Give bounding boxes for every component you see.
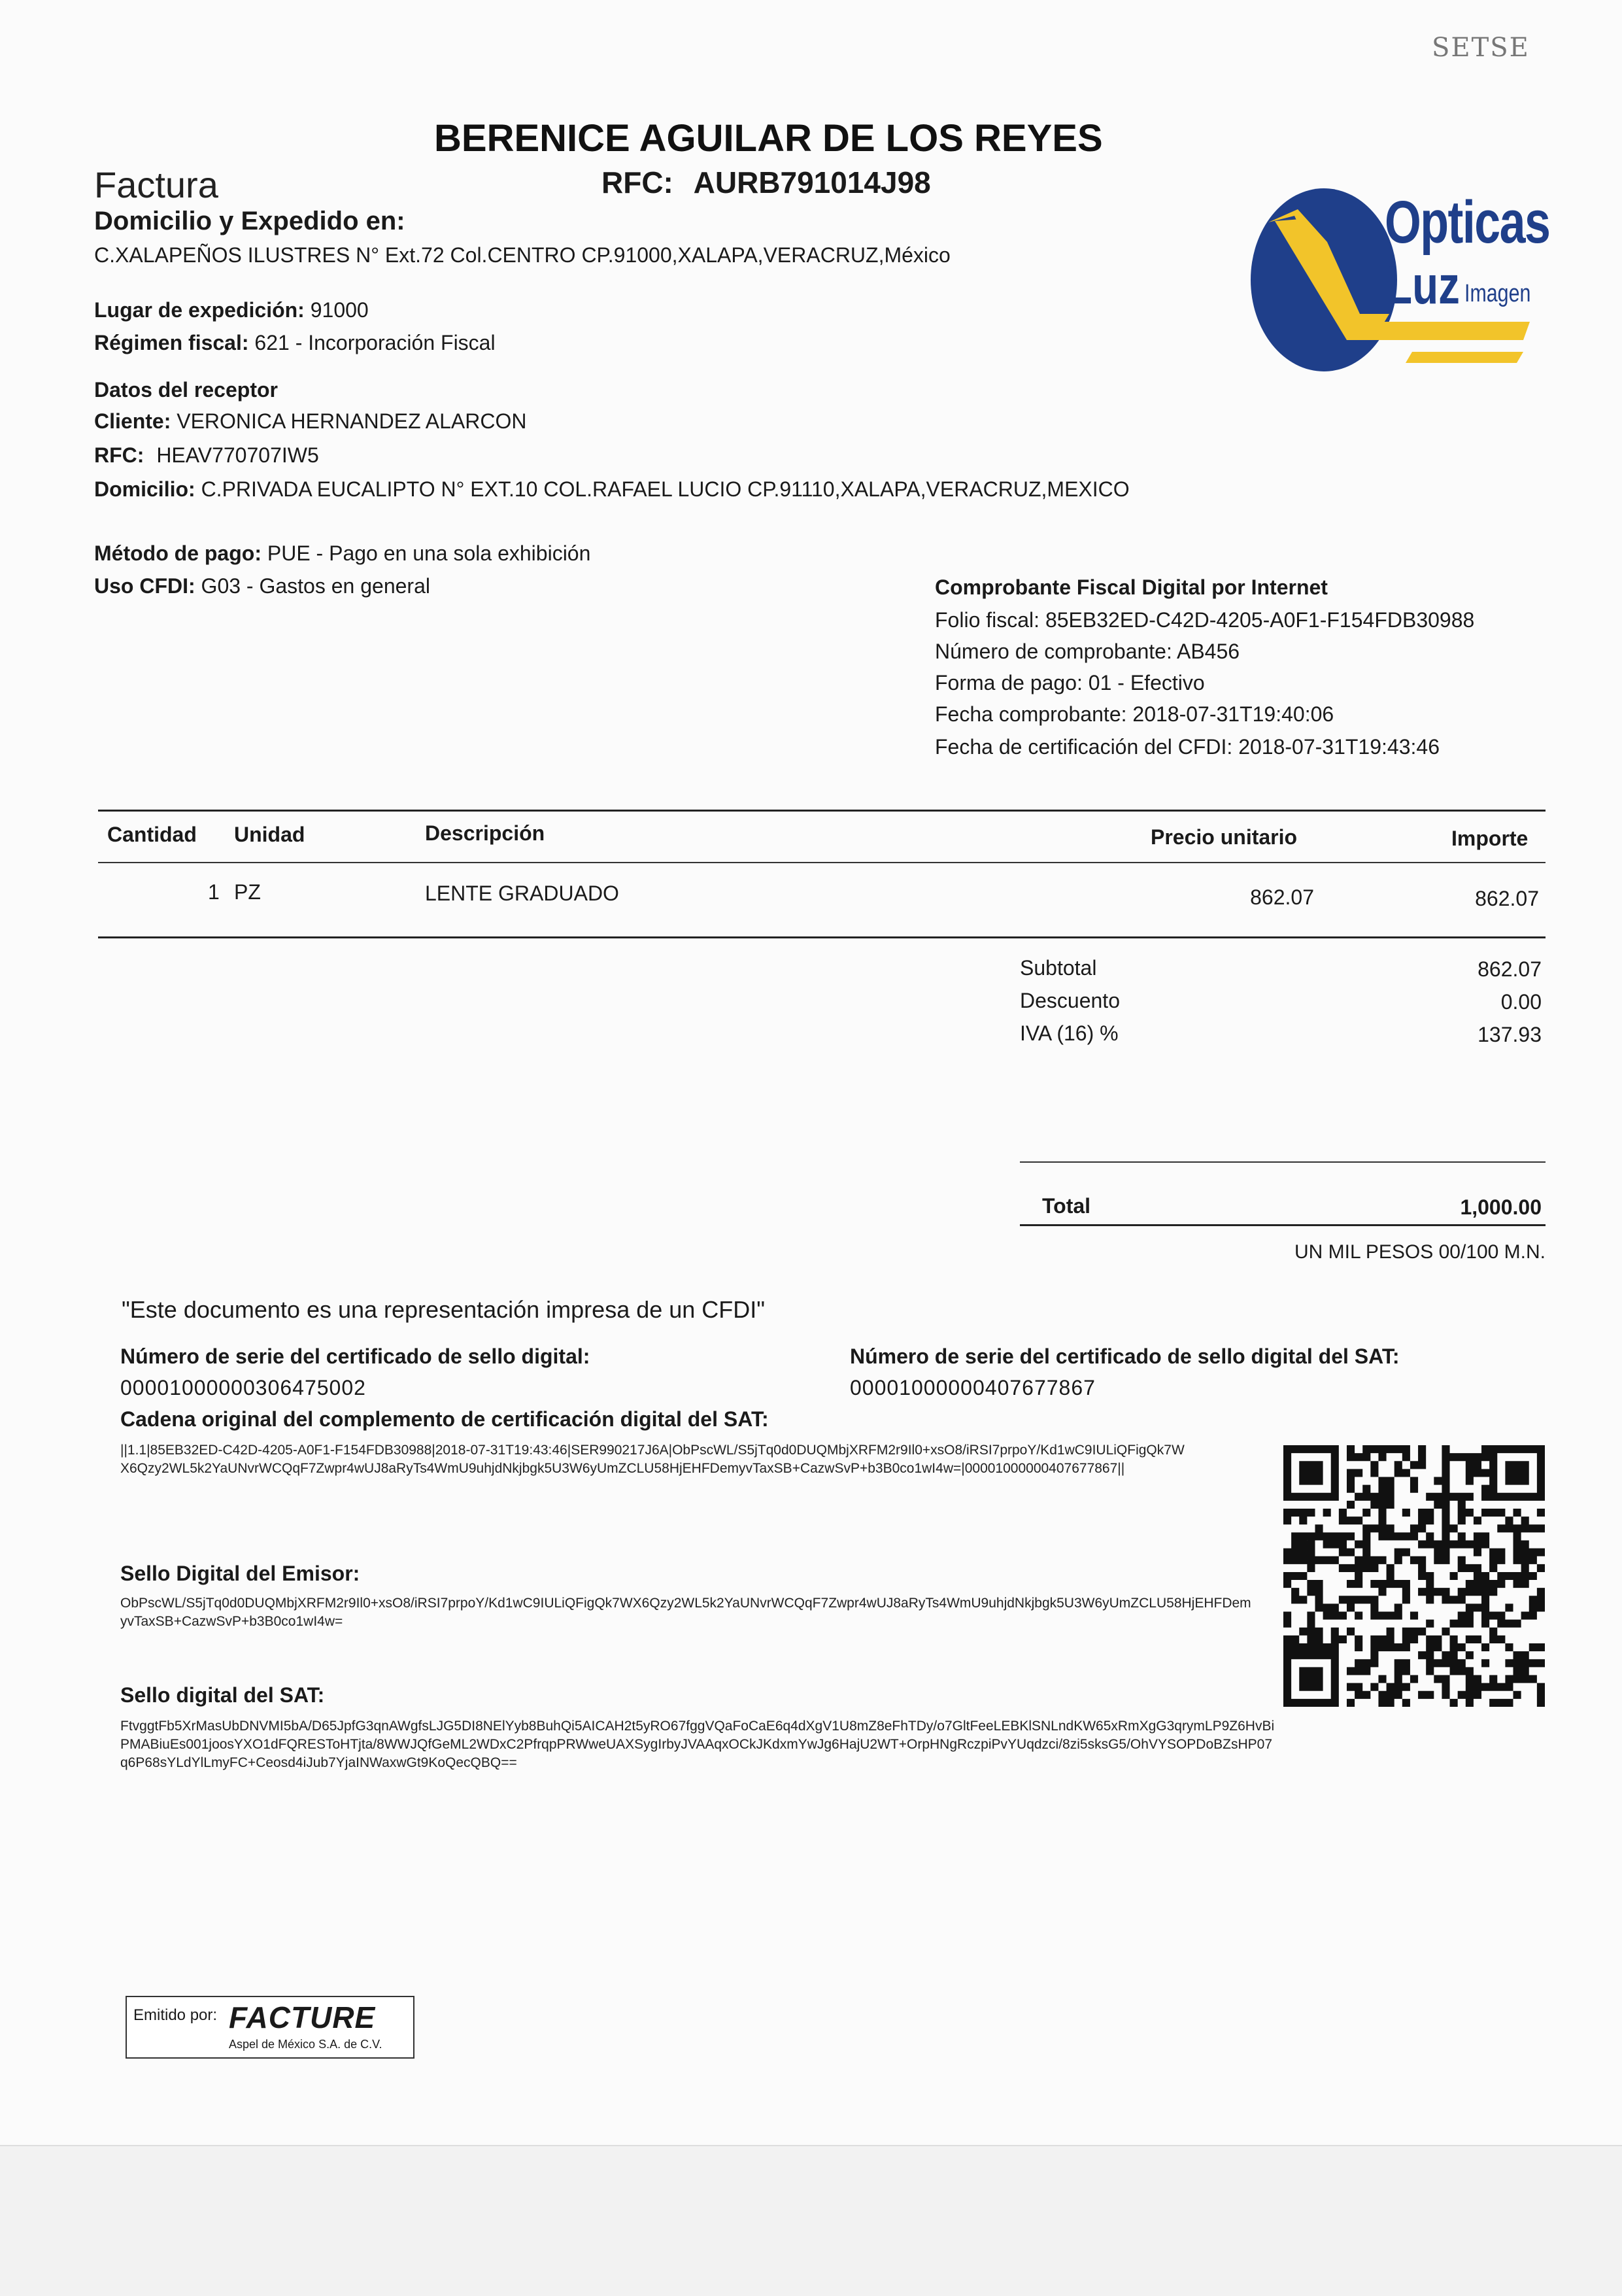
regimen-fiscal — [94, 331, 496, 355]
table-header-rule — [98, 862, 1546, 863]
iva-label: IVA (16) % — [1020, 1021, 1119, 1045]
lugar-value: 91000 — [310, 298, 369, 322]
opticas-luz-logo — [1249, 183, 1549, 379]
receptor-rfc-value: HEAV770707IW5 — [156, 443, 319, 467]
cliente-label: Cliente: — [94, 409, 171, 433]
receptor-title: Datos del receptor — [94, 378, 278, 402]
row-precio: 862.07 — [1250, 885, 1314, 909]
iva-value: 137.93 — [1478, 1023, 1542, 1046]
stamp-brand: FACTURE — [229, 2000, 376, 2034]
header-importe: Importe — [1451, 827, 1529, 850]
lugar-label: Lugar de expedición: — [94, 298, 305, 322]
total-label: Total — [1042, 1194, 1091, 1218]
header-unidad: Unidad — [234, 823, 305, 846]
cfdi-fecha-certificacion: Fecha de certificación del CFDI: 2018-07-31T19:43:46 — [935, 735, 1440, 759]
qr-modules — [1283, 1445, 1545, 1707]
cfdi-forma-pago: Forma de pago: 01 - Efectivo — [935, 671, 1205, 694]
issuer-rfc-value: AURB791014J98 — [693, 165, 931, 199]
descuento-label: Descuento — [1020, 989, 1120, 1012]
row-descripcion: LENTE GRADUADO — [425, 882, 619, 905]
total-top-rule — [1020, 1161, 1546, 1163]
corner-handwritten-mark: SETSE — [1432, 33, 1530, 63]
total-value: 1,000.00 — [1460, 1195, 1542, 1219]
cadena-value: ||1.1|85EB32ED-C42D-4205-A0F1-F154FDB30988|2018-07-31T19:43:46|SER990217J6A|ObPscWL/S5jTq0d0DUQMbjXRFM2r9Il0+xsO8/iRSI7prpoY/Kd1wC9IULiQFigQk7WX6Qzy2WL5k2YaUNvrWCQqF7Zwpr4wUJ8aRyTs4WmU9uhjdNkjbgk5U3W6yUmZCLU58HjEHFDemyvTaxSB+CazwSvP+b3B0co1wI4w=|00001000000407677867|| — [120, 1443, 1185, 1476]
cfdi-title: Comprobante Fiscal Digital por Internet — [935, 575, 1328, 599]
regimen-value: 621 - Incorporación Fiscal — [254, 331, 496, 354]
cert-emisor-value: 00001000000306475002 — [120, 1376, 366, 1399]
receptor-rfc-label: RFC: — [94, 443, 144, 467]
stamp-company: Aspel de México S.A. de C.V. — [229, 2038, 382, 2051]
total-in-words: UN MIL PESOS 00/100 M.N. — [1294, 1241, 1546, 1263]
issuer-rfc — [601, 165, 931, 200]
domicilio-value: C.PRIVADA EUCALIPTO N° EXT.10 COL.RAFAEL LUCIO CP.91110,XALAPA,VERACRUZ,MEXICO — [201, 477, 1130, 501]
stamp-emitido-label: Emitido por: — [133, 2006, 218, 2024]
header-precio-unitario: Precio unitario — [1151, 825, 1298, 849]
cliente-value: VERONICA HERNANDEZ ALARCON — [177, 409, 527, 433]
header-cantidad: Cantidad — [107, 823, 197, 846]
sello-sat-value: FtvggtFb5XrMasUbDNVMI5bA/D65JpfG3qnAWgfsLJG5DI8NElYyb8BuhQi5AICAH2t5yRO67fggVQaFoCaE6q4dXgV1U8mZ8eFhTDy/o7GltFeeLEBKlSNLndKW65xRmXgG3qrymLP9Z6HvBiPMABiuEs001joosYXO1dFQRESToHTjta/8WWJQfGeML2WDxC2PfrqpPRWweUAXSygIrbyJVAAqxOCkJKdxmYwJg6HajU2WT+OrpHNgRczpiPvYUqdzci/8zi5sksG5/OhVYSOPDoBZsHP07q6P68sYLdYlLmyFC+Ceosd4iJub7YjaINWaxwGt9KoQecQBQ== — [120, 1719, 1275, 1770]
logo-word-luz: Luz — [1386, 256, 1460, 315]
cert-sat-value: 00001000000407677867 — [850, 1376, 1096, 1399]
receptor-cliente — [94, 409, 526, 434]
cfdi-numero: Número de comprobante: AB456 — [935, 640, 1240, 663]
metodo-pago — [94, 541, 590, 566]
regimen-label: Régimen fiscal: — [94, 331, 249, 354]
logo-word-imagen: Imagen — [1464, 280, 1531, 307]
cert-emisor-label: Número de serie del certificado de sello digital: — [120, 1345, 590, 1368]
header-descripcion: Descripción — [425, 821, 545, 845]
emitido-por-stamp — [126, 1996, 414, 2059]
receptor-rfc — [94, 443, 319, 468]
cadena-label: Cadena original del complemento de certificación digital del SAT: — [120, 1407, 769, 1431]
metodo-pago-value: PUE - Pago en una sola exhibición — [267, 541, 591, 565]
domicilio-label: Domicilio: — [94, 477, 195, 501]
total-bottom-rule — [1020, 1224, 1546, 1226]
issuer-rfc-label: RFC: — [601, 165, 673, 199]
issuer-name: BERENICE AGUILAR DE LOS REYES — [434, 117, 1103, 160]
doc-type-title: Factura — [94, 164, 218, 205]
cfdi-fecha: Fecha comprobante: 2018-07-31T19:40:06 — [935, 702, 1334, 726]
sello-emisor-value: ObPscWL/S5jTq0d0DUQMbjXRFM2r9Il0+xsO8/iRSI7prpoY/Kd1wC9IULiQFigQk7WX6Qzy2WL5k2YaUNvrWCQqF7Zwpr4wUJ8aRyTs4WmU9uhjdNkjbgk5U3W6yUmZCLU58HjEHFDemyvTaxSB+CazwSvP+b3B0co1wI4w= — [120, 1596, 1251, 1629]
logo-word-opticas: Opticas — [1385, 189, 1550, 256]
subtotal-label: Subtotal — [1020, 956, 1097, 980]
cfdi-folio: Folio fiscal: 85EB32ED-C42D-4205-A0F1-F154FDB30988 — [935, 608, 1475, 632]
qr-code — [1283, 1445, 1545, 1707]
descuento-value: 0.00 — [1500, 990, 1542, 1014]
row-unidad: PZ — [234, 880, 261, 904]
sello-sat-label: Sello digital del SAT: — [120, 1683, 325, 1707]
cfdi-legend: "Este documento es una representación impresa de un CFDI" — [122, 1296, 766, 1323]
row-cantidad: 1 — [208, 880, 220, 904]
address-section-title: Domicilio y Expedido en: — [94, 207, 405, 235]
table-top-rule — [98, 810, 1546, 812]
sello-emisor-label: Sello Digital del Emisor: — [120, 1562, 360, 1585]
cert-sat-label: Número de serie del certificado de sello digital del SAT: — [850, 1345, 1400, 1368]
uso-cfdi — [94, 574, 430, 598]
lugar-expedicion — [94, 298, 369, 322]
uso-cfdi-value: G03 - Gastos en general — [201, 574, 430, 598]
table-bottom-rule — [98, 936, 1546, 938]
receptor-domicilio — [94, 477, 1130, 502]
subtotal-value: 862.07 — [1478, 957, 1542, 981]
scan-bottom-strip — [0, 2145, 1622, 2296]
issuer-address: C.XALAPEÑOS ILUSTRES N° Ext.72 Col.CENTRO CP.91000,XALAPA,VERACRUZ,México — [94, 243, 951, 267]
uso-cfdi-label: Uso CFDI: — [94, 574, 195, 598]
metodo-pago-label: Método de pago: — [94, 541, 262, 565]
row-importe: 862.07 — [1475, 887, 1539, 910]
